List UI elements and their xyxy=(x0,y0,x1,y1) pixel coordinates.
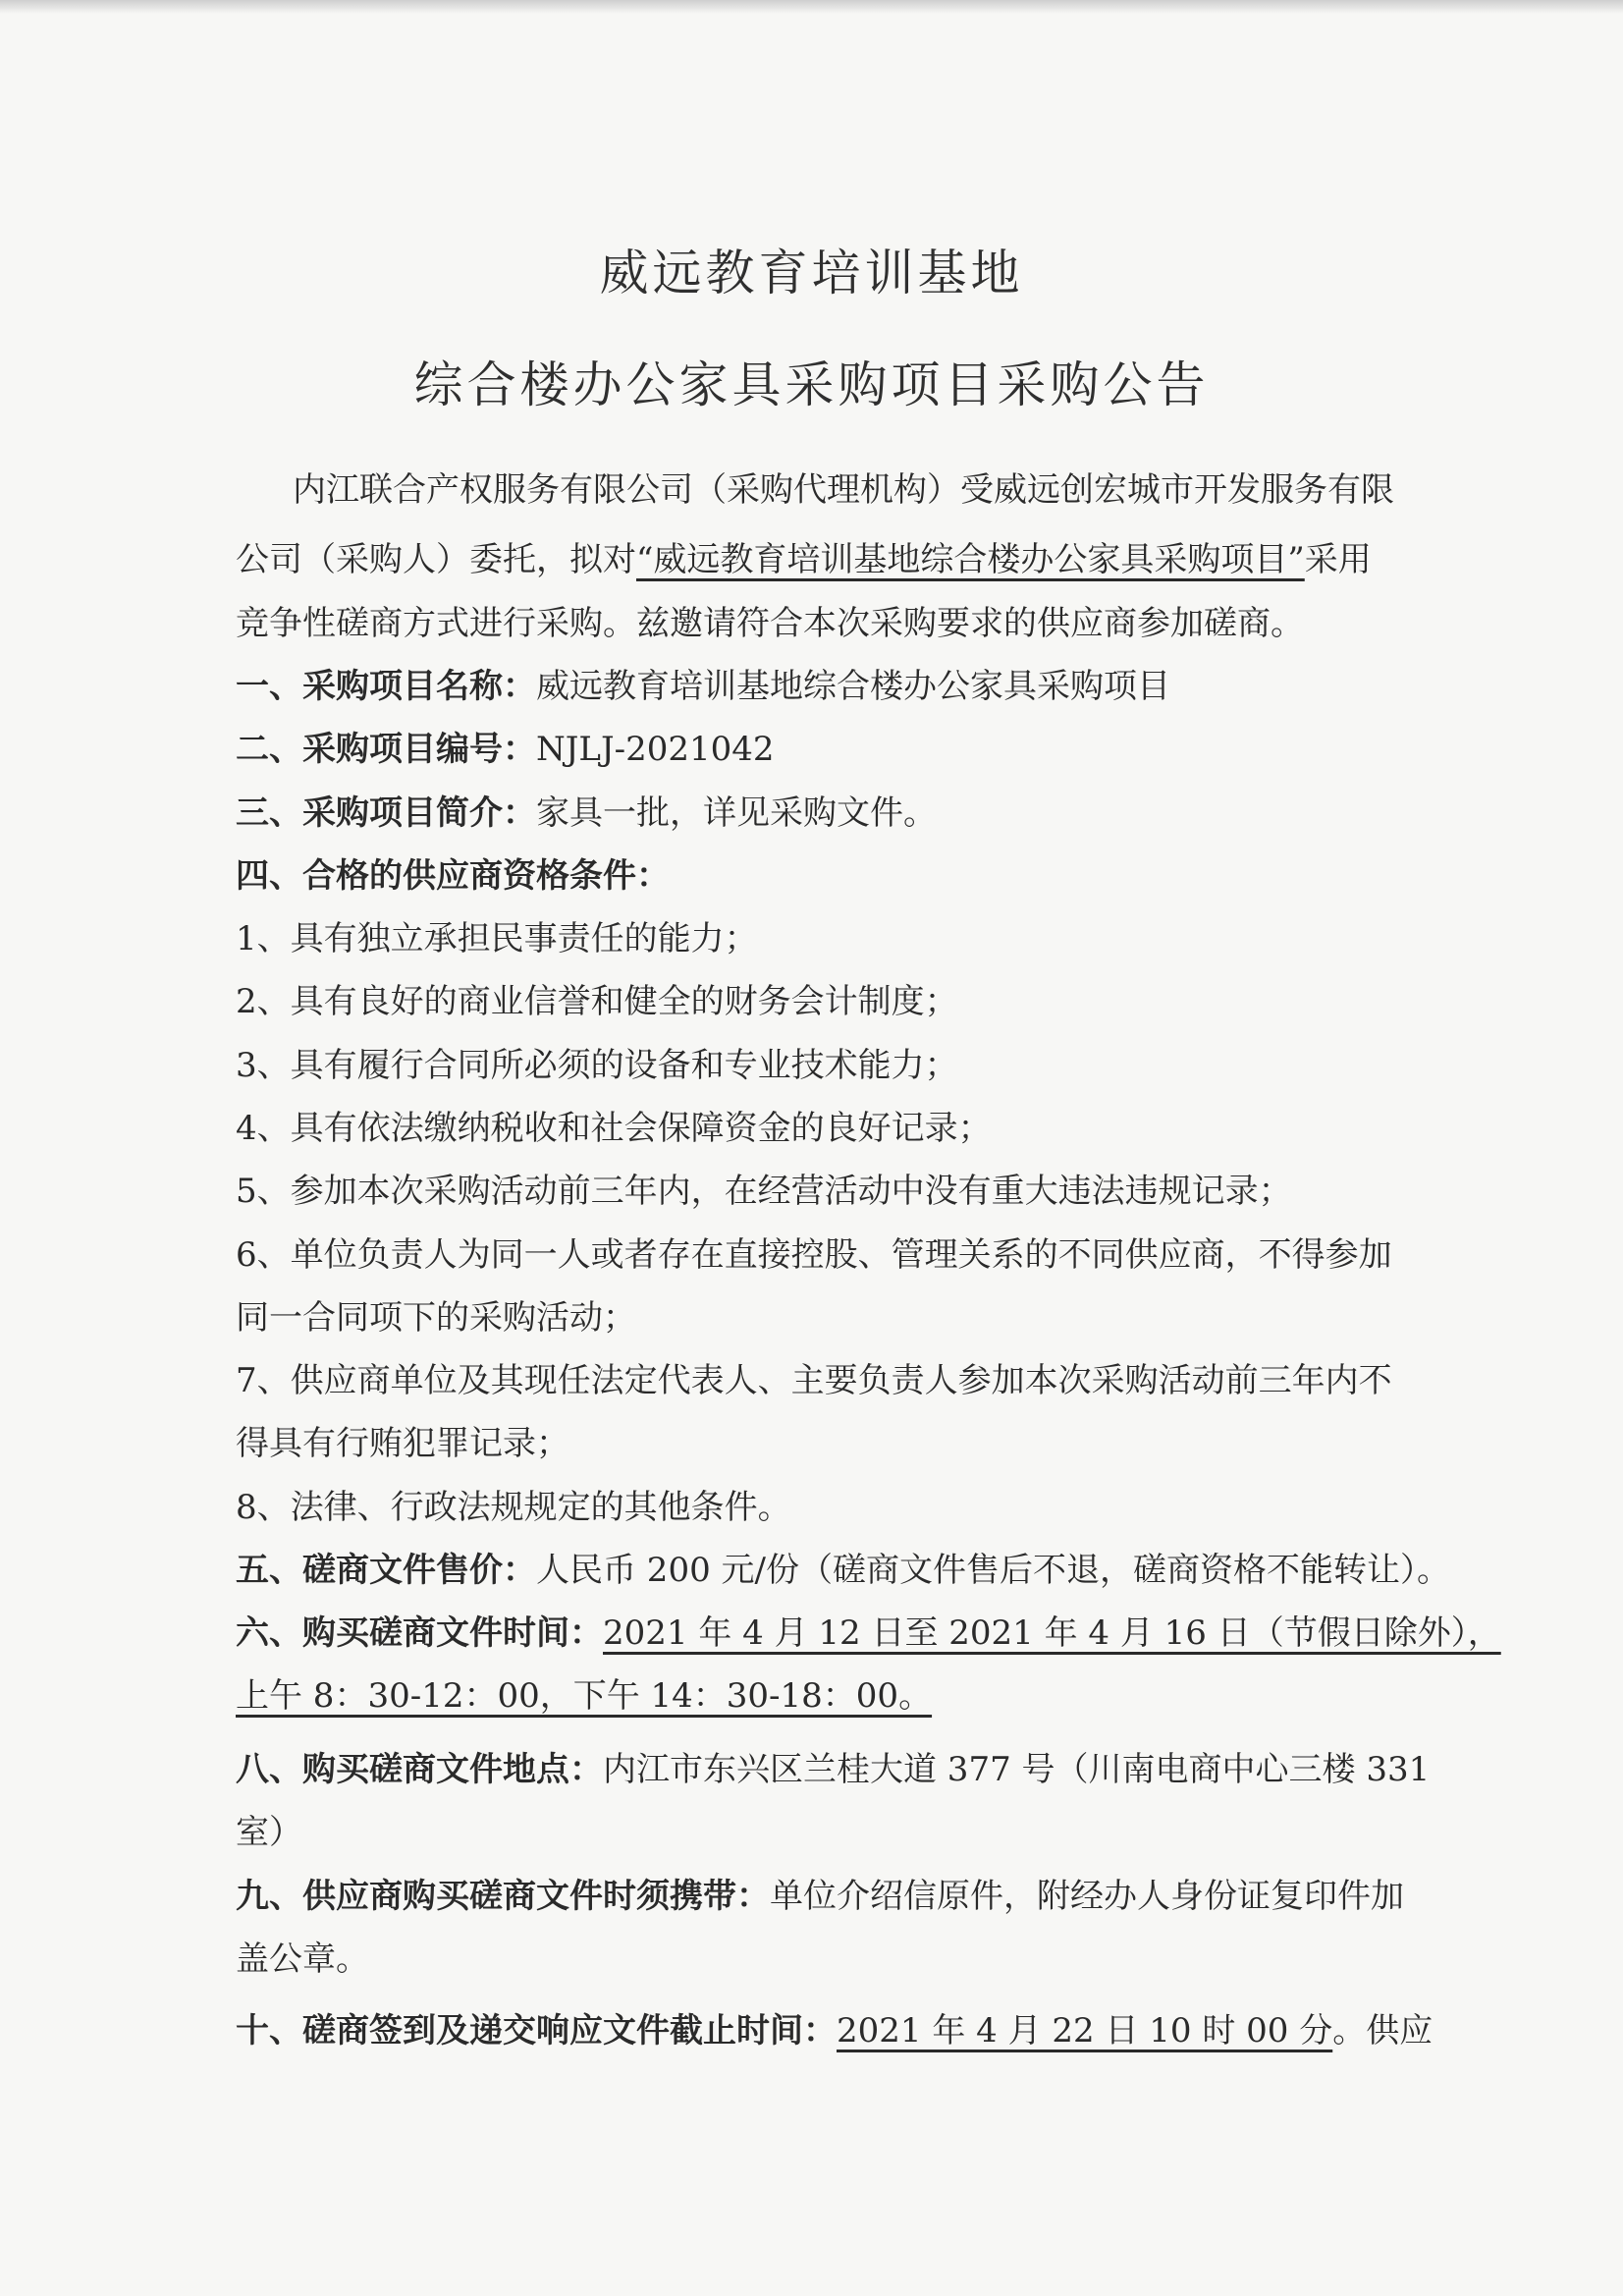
condition-6b: 同一合同项下的采购活动； xyxy=(236,1298,636,1338)
item6-cont xyxy=(236,1674,1375,1718)
intro-line1: 内江联合产权服务有限公司（采购代理机构）受威远创宏城市开发服务有限 xyxy=(293,470,1394,510)
item6-value1: 2021 年 4 月 12 日至 2021 年 4 月 16 日（节假日除外）， xyxy=(603,1613,1501,1653)
item10-label: 十、磋商签到及递交响应文件截止时间： xyxy=(236,2011,837,2050)
item6 xyxy=(236,1612,1501,1655)
item5 xyxy=(236,1549,1450,1592)
item6-label: 六、购买磋商文件时间： xyxy=(236,1613,603,1653)
item9 xyxy=(236,1875,1404,1918)
item1 xyxy=(236,665,1375,708)
item8-value1: 内江市东兴区兰桂大道 377 号（川南电商中心三楼 331 xyxy=(603,1750,1431,1789)
condition-2: 2、具有良好的商业信誉和健全的财务会计制度； xyxy=(236,982,958,1021)
item3-label: 三、采购项目简介： xyxy=(236,793,536,833)
item9-label: 九、供应商购买磋商文件时须携带： xyxy=(236,1877,770,1916)
item5-value: 人民币 200 元/份（磋商文件售后不退，磋商资格不能转让）。 xyxy=(536,1551,1450,1590)
condition-3: 3、具有履行合同所必须的设备和专业技术能力； xyxy=(236,1046,958,1085)
item5-label: 五、磋商文件售价： xyxy=(236,1551,536,1590)
item9-cont: 盖公章。 xyxy=(236,1940,369,1979)
item9-value1: 单位介绍信原件，附经办人身份证复印件加 xyxy=(770,1877,1404,1916)
item2-label: 二、采购项目编号： xyxy=(236,730,536,769)
condition-7b: 得具有行贿犯罪记录； xyxy=(236,1424,569,1463)
condition-6a: 6、单位负责人为同一人或者存在直接控股、管理关系的不同供应商，不得参加 xyxy=(236,1235,1392,1275)
item6-value2: 上午 8：30-12：00，下午 14：30-18：00。 xyxy=(236,1676,933,1716)
item10 xyxy=(236,2009,1434,2052)
item10-value: 2021 年 4 月 22 日 10 时 00 分 xyxy=(837,2011,1333,2050)
doc-title-line1: 威远教育培训基地 xyxy=(599,245,1024,301)
item4-label: 四、合格的供应商资格条件： xyxy=(236,856,670,896)
item4 xyxy=(236,854,1375,898)
item2 xyxy=(236,728,1375,771)
project-name-quoted: “威远教育培训基地综合楼办公家具采购项目” xyxy=(636,540,1305,579)
condition-1: 1、具有独立承担民事责任的能力； xyxy=(236,919,758,958)
intro-line2-a: 公司（采购人）委托，拟对 xyxy=(236,540,636,579)
condition-5: 5、参加本次采购活动前三年内，在经营活动中没有重大违法违规记录； xyxy=(236,1172,1292,1211)
item1-label: 一、采购项目名称： xyxy=(236,667,536,706)
item10-tail: 。供应 xyxy=(1332,2011,1434,2050)
item3-value: 家具一批，详见采购文件。 xyxy=(536,793,937,833)
condition-4: 4、具有依法缴纳税收和社会保障资金的良好记录； xyxy=(236,1109,992,1148)
condition-7a: 7、供应商单位及其现任法定代表人、主要负责人参加本次采购活动前三年内不 xyxy=(236,1361,1392,1400)
item8-cont: 室） xyxy=(236,1813,302,1852)
item3 xyxy=(236,792,1375,835)
condition-8: 8、法律、行政法规规定的其他条件。 xyxy=(236,1488,791,1527)
item1-value: 威远教育培训基地综合楼办公家具采购项目 xyxy=(536,667,1170,706)
intro-line2-c: 采用 xyxy=(1304,540,1372,579)
doc-title-line2: 综合楼办公家具采购项目采购公告 xyxy=(413,356,1210,413)
scan-edge xyxy=(0,0,1623,14)
intro-line2 xyxy=(236,538,1375,581)
intro-line3: 竞争性磋商方式进行采购。兹邀请符合本次采购要求的供应商参加磋商。 xyxy=(236,604,1304,643)
item8 xyxy=(236,1748,1431,1791)
item8-label: 八、购买磋商文件地点： xyxy=(236,1750,603,1789)
item2-value: NJLJ-2021042 xyxy=(536,730,775,769)
